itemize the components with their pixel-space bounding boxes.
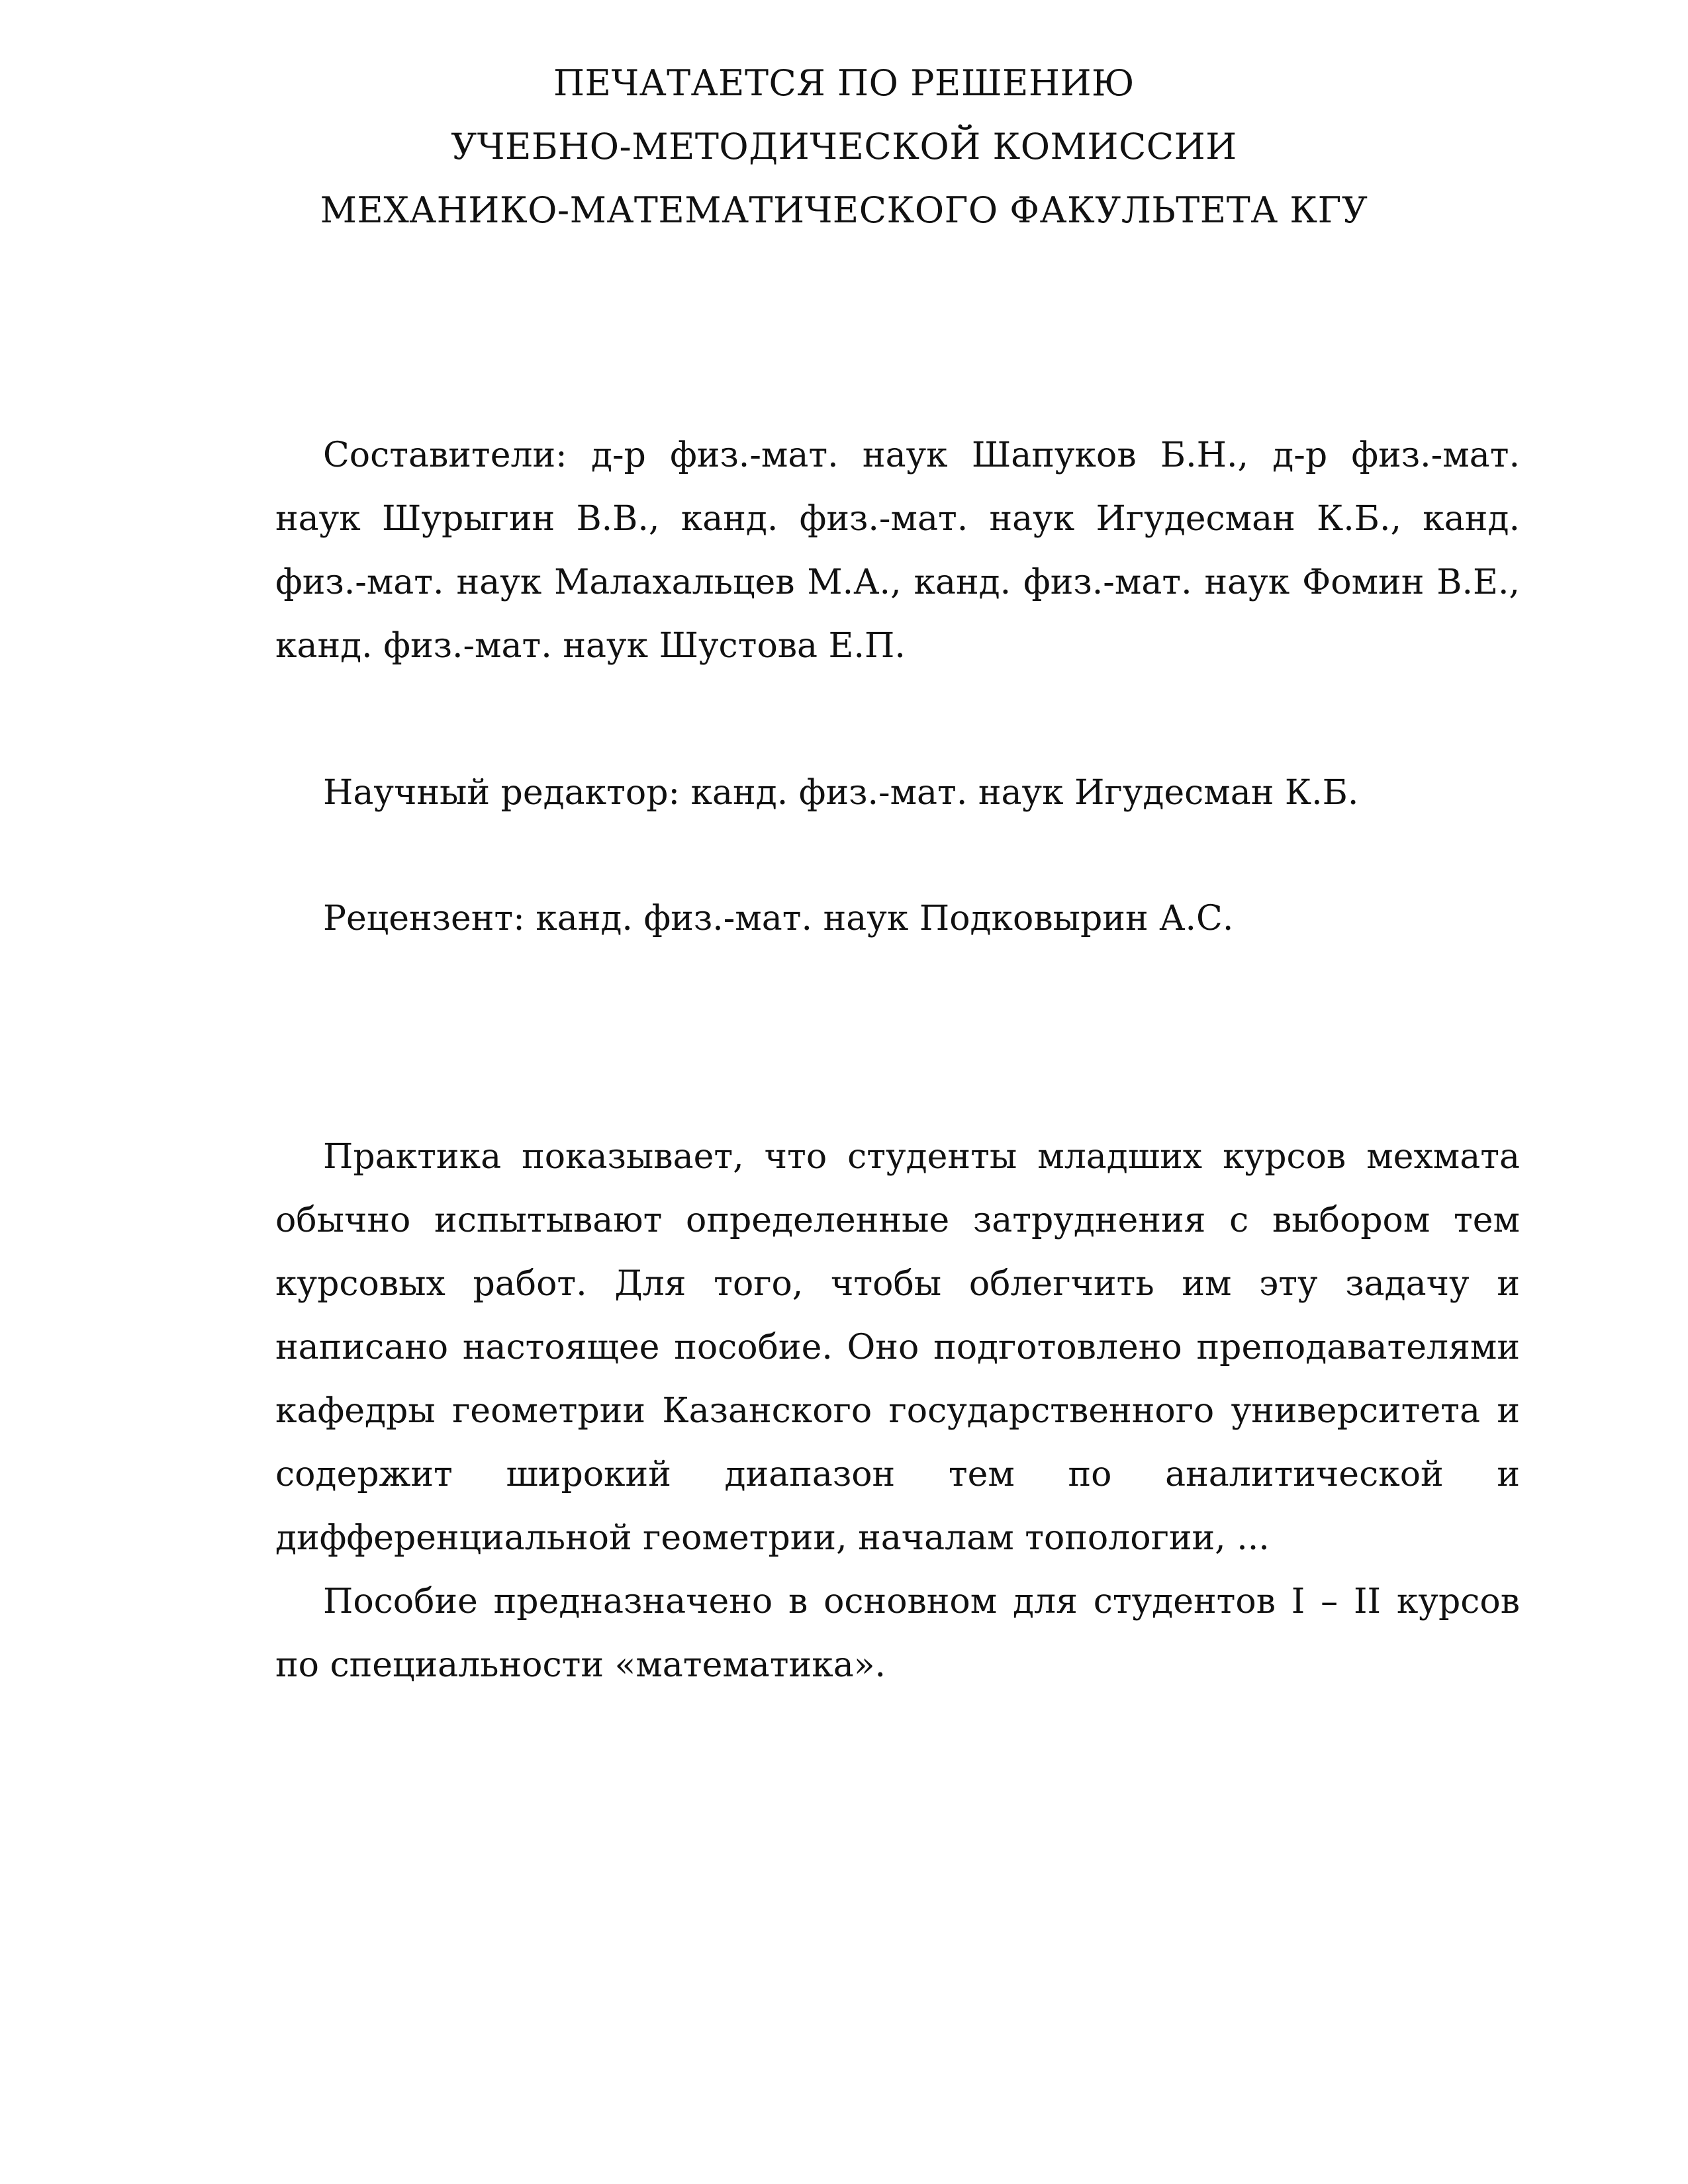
annotation-section bbox=[275, 1125, 1520, 1697]
annotation-paragraph: Практика показывает, что студенты младших курсов мехмата обычно испытывают определенные затруднения с выбором тем курсовых работ. Для того, чтобы облегчить им эту задачу и написано настоящее пособие. Оно подготовлено преподавателями кафедры геометрии Казанского государственного университета и содержит широкий диапазон тем по аналитической и дифференциальной геометрии, началам топологии, ... bbox=[275, 1137, 1520, 1558]
scientific-editor-section bbox=[275, 761, 1520, 825]
scientific-editor-text: Научный редактор: канд. физ.-мат. наук Игудесман К.Б. bbox=[323, 773, 1359, 813]
header-line-3: МЕХАНИКО-МАТЕМАТИЧЕСКОГО ФАКУЛЬТЕТА КГУ bbox=[320, 189, 1368, 231]
reviewer-section bbox=[275, 887, 1520, 950]
compilers-section bbox=[275, 424, 1520, 678]
annotation-paragraph: Пособие предназначено в основном для студентов I – II курсов по специальности «математика». bbox=[275, 1582, 1520, 1685]
header-line-1: ПЕЧАТАЕТСЯ ПО РЕШЕНИЮ bbox=[553, 62, 1135, 104]
header-line-2: УЧЕБНО-МЕТОДИЧЕСКОЙ КОМИССИИ bbox=[451, 126, 1237, 167]
reviewer-text: Рецензент: канд. физ.-мат. наук Подковырин А.С. bbox=[323, 899, 1234, 938]
compilers-text: Составители: д-р физ.-мат. наук Шапуков Б.Н., д-р физ.-мат. наук Шурыгин В.В., канд. физ.-мат. наук Игудесман К.Б., канд. физ.-мат. наук Малахальцев М.А., канд. физ.-мат. наук Фомин В.Е., канд. физ.-мат. наук Шустова Е.П. bbox=[275, 435, 1520, 666]
publication-approval-header bbox=[199, 52, 1489, 242]
